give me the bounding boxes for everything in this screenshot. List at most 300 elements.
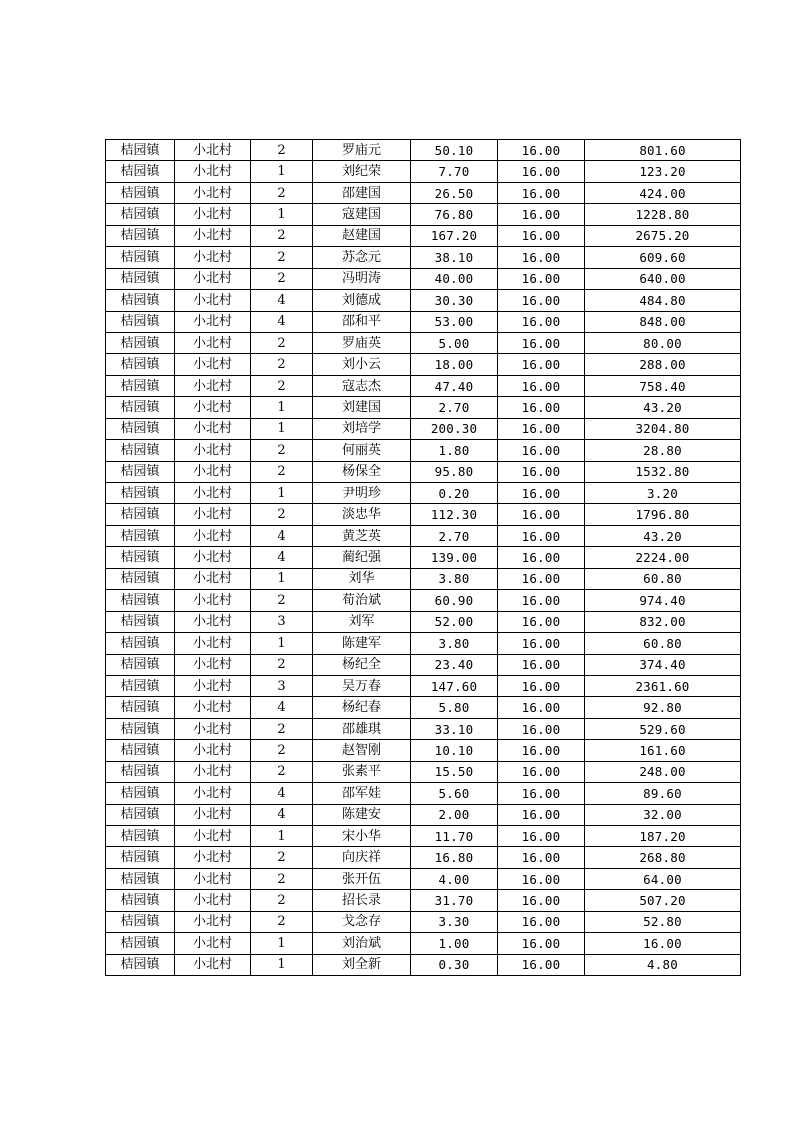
town-cell: 桔园镇 — [106, 804, 175, 825]
amount-cell: 2361.60 — [585, 675, 741, 696]
group-cell: 1 — [251, 826, 313, 847]
name-cell: 杨保全 — [313, 461, 411, 482]
table-row — [106, 568, 741, 589]
village-cell: 小北村 — [175, 225, 251, 246]
area-cell: 200.30 — [411, 418, 498, 439]
amount-cell: 3.20 — [585, 483, 741, 504]
amount-cell: 43.20 — [585, 525, 741, 546]
town-cell: 桔园镇 — [106, 611, 175, 632]
name-cell: 寇建国 — [313, 204, 411, 225]
town-cell: 桔园镇 — [106, 140, 175, 161]
village-cell: 小北村 — [175, 525, 251, 546]
area-cell: 112.30 — [411, 504, 498, 525]
village-cell: 小北村 — [175, 161, 251, 182]
name-cell: 赵智刚 — [313, 740, 411, 761]
village-cell: 小北村 — [175, 954, 251, 975]
table-row — [106, 247, 741, 268]
table-row — [106, 954, 741, 975]
town-cell: 桔园镇 — [106, 311, 175, 332]
amount-cell: 89.60 — [585, 783, 741, 804]
amount-cell: 374.40 — [585, 654, 741, 675]
group-cell: 4 — [251, 525, 313, 546]
area-cell: 50.10 — [411, 140, 498, 161]
rate-cell: 16.00 — [498, 375, 585, 396]
rate-cell: 16.00 — [498, 525, 585, 546]
rate-cell: 16.00 — [498, 461, 585, 482]
amount-cell: 609.60 — [585, 247, 741, 268]
table-row — [106, 182, 741, 203]
amount-cell: 3204.80 — [585, 418, 741, 439]
area-cell: 40.00 — [411, 268, 498, 289]
rate-cell: 16.00 — [498, 740, 585, 761]
group-cell: 2 — [251, 140, 313, 161]
rate-cell: 16.00 — [498, 826, 585, 847]
group-cell: 2 — [251, 225, 313, 246]
village-cell: 小北村 — [175, 332, 251, 353]
name-cell: 张开伍 — [313, 868, 411, 889]
town-cell: 桔园镇 — [106, 204, 175, 225]
village-cell: 小北村 — [175, 783, 251, 804]
area-cell: 30.30 — [411, 290, 498, 311]
table-row — [106, 311, 741, 332]
name-cell: 蔺纪强 — [313, 547, 411, 568]
area-cell: 10.10 — [411, 740, 498, 761]
group-cell: 2 — [251, 890, 313, 911]
rate-cell: 16.00 — [498, 440, 585, 461]
village-cell: 小北村 — [175, 847, 251, 868]
town-cell: 桔园镇 — [106, 633, 175, 654]
table-row — [106, 911, 741, 932]
table-row — [106, 375, 741, 396]
amount-cell: 32.00 — [585, 804, 741, 825]
town-cell: 桔园镇 — [106, 890, 175, 911]
area-cell: 167.20 — [411, 225, 498, 246]
table-row — [106, 440, 741, 461]
name-cell: 戈念存 — [313, 911, 411, 932]
village-cell: 小北村 — [175, 483, 251, 504]
group-cell: 4 — [251, 783, 313, 804]
name-cell: 刘小云 — [313, 354, 411, 375]
rate-cell: 16.00 — [498, 161, 585, 182]
rate-cell: 16.00 — [498, 911, 585, 932]
table-row — [106, 397, 741, 418]
group-cell: 3 — [251, 611, 313, 632]
village-cell: 小北村 — [175, 633, 251, 654]
rate-cell: 16.00 — [498, 954, 585, 975]
name-cell: 张素平 — [313, 761, 411, 782]
area-cell: 3.80 — [411, 568, 498, 589]
name-cell: 黄芝英 — [313, 525, 411, 546]
name-cell: 寇志杰 — [313, 375, 411, 396]
town-cell: 桔园镇 — [106, 547, 175, 568]
village-cell: 小北村 — [175, 247, 251, 268]
table-row — [106, 890, 741, 911]
amount-cell: 80.00 — [585, 332, 741, 353]
rate-cell: 16.00 — [498, 290, 585, 311]
rate-cell: 16.00 — [498, 633, 585, 654]
town-cell: 桔园镇 — [106, 697, 175, 718]
name-cell: 刘建国 — [313, 397, 411, 418]
town-cell: 桔园镇 — [106, 525, 175, 546]
town-cell: 桔园镇 — [106, 182, 175, 203]
table-row — [106, 740, 741, 761]
name-cell: 冯明涛 — [313, 268, 411, 289]
town-cell: 桔园镇 — [106, 375, 175, 396]
rate-cell: 16.00 — [498, 204, 585, 225]
group-cell: 1 — [251, 418, 313, 439]
name-cell: 刘军 — [313, 611, 411, 632]
amount-cell: 4.80 — [585, 954, 741, 975]
area-cell: 139.00 — [411, 547, 498, 568]
town-cell: 桔园镇 — [106, 590, 175, 611]
town-cell: 桔园镇 — [106, 568, 175, 589]
group-cell: 4 — [251, 697, 313, 718]
group-cell: 2 — [251, 911, 313, 932]
amount-cell: 92.80 — [585, 697, 741, 718]
group-cell: 2 — [251, 654, 313, 675]
rate-cell: 16.00 — [498, 268, 585, 289]
group-cell: 2 — [251, 375, 313, 396]
area-cell: 23.40 — [411, 654, 498, 675]
rate-cell: 16.00 — [498, 933, 585, 954]
amount-cell: 1228.80 — [585, 204, 741, 225]
name-cell: 邵和平 — [313, 311, 411, 332]
name-cell: 吴万春 — [313, 675, 411, 696]
name-cell: 淡忠华 — [313, 504, 411, 525]
group-cell: 1 — [251, 397, 313, 418]
town-cell: 桔园镇 — [106, 675, 175, 696]
name-cell: 何丽英 — [313, 440, 411, 461]
village-cell: 小北村 — [175, 697, 251, 718]
town-cell: 桔园镇 — [106, 718, 175, 739]
area-cell: 3.30 — [411, 911, 498, 932]
rate-cell: 16.00 — [498, 225, 585, 246]
amount-cell: 1796.80 — [585, 504, 741, 525]
table-row — [106, 611, 741, 632]
area-cell: 5.80 — [411, 697, 498, 718]
rate-cell: 16.00 — [498, 654, 585, 675]
amount-cell: 161.60 — [585, 740, 741, 761]
area-cell: 16.80 — [411, 847, 498, 868]
village-cell: 小北村 — [175, 890, 251, 911]
name-cell: 邵雄琪 — [313, 718, 411, 739]
town-cell: 桔园镇 — [106, 933, 175, 954]
area-cell: 4.00 — [411, 868, 498, 889]
village-cell: 小北村 — [175, 504, 251, 525]
area-cell: 5.60 — [411, 783, 498, 804]
name-cell: 刘纪荣 — [313, 161, 411, 182]
area-cell: 52.00 — [411, 611, 498, 632]
rate-cell: 16.00 — [498, 761, 585, 782]
rate-cell: 16.00 — [498, 140, 585, 161]
amount-cell: 60.80 — [585, 568, 741, 589]
name-cell: 尹明珍 — [313, 483, 411, 504]
group-cell: 2 — [251, 590, 313, 611]
village-cell: 小北村 — [175, 311, 251, 332]
table-row — [106, 675, 741, 696]
name-cell: 荀治斌 — [313, 590, 411, 611]
group-cell: 1 — [251, 954, 313, 975]
area-cell: 31.70 — [411, 890, 498, 911]
area-cell: 147.60 — [411, 675, 498, 696]
amount-cell: 268.80 — [585, 847, 741, 868]
rate-cell: 16.00 — [498, 547, 585, 568]
village-cell: 小北村 — [175, 826, 251, 847]
town-cell: 桔园镇 — [106, 397, 175, 418]
name-cell: 杨纪全 — [313, 654, 411, 675]
amount-cell: 2675.20 — [585, 225, 741, 246]
rate-cell: 16.00 — [498, 675, 585, 696]
amount-cell: 974.40 — [585, 590, 741, 611]
town-cell: 桔园镇 — [106, 161, 175, 182]
table-row — [106, 826, 741, 847]
rate-cell: 16.00 — [498, 483, 585, 504]
name-cell: 罗庙英 — [313, 332, 411, 353]
village-cell: 小北村 — [175, 204, 251, 225]
rate-cell: 16.00 — [498, 611, 585, 632]
village-cell: 小北村 — [175, 290, 251, 311]
village-cell: 小北村 — [175, 718, 251, 739]
name-cell: 陈建军 — [313, 633, 411, 654]
amount-cell: 64.00 — [585, 868, 741, 889]
name-cell: 邵建国 — [313, 182, 411, 203]
group-cell: 2 — [251, 761, 313, 782]
rate-cell: 16.00 — [498, 332, 585, 353]
name-cell: 招长录 — [313, 890, 411, 911]
table-body — [106, 140, 741, 976]
rate-cell: 16.00 — [498, 182, 585, 203]
name-cell: 苏念元 — [313, 247, 411, 268]
name-cell: 刘德成 — [313, 290, 411, 311]
group-cell: 2 — [251, 504, 313, 525]
area-cell: 2.70 — [411, 525, 498, 546]
name-cell: 刘全新 — [313, 954, 411, 975]
name-cell: 刘治斌 — [313, 933, 411, 954]
group-cell: 1 — [251, 483, 313, 504]
area-cell: 3.80 — [411, 633, 498, 654]
name-cell: 陈建安 — [313, 804, 411, 825]
area-cell: 76.80 — [411, 204, 498, 225]
amount-cell: 848.00 — [585, 311, 741, 332]
village-cell: 小北村 — [175, 461, 251, 482]
village-cell: 小北村 — [175, 675, 251, 696]
group-cell: 1 — [251, 161, 313, 182]
town-cell: 桔园镇 — [106, 911, 175, 932]
town-cell: 桔园镇 — [106, 418, 175, 439]
area-cell: 60.90 — [411, 590, 498, 611]
group-cell: 1 — [251, 933, 313, 954]
town-cell: 桔园镇 — [106, 740, 175, 761]
town-cell: 桔园镇 — [106, 954, 175, 975]
name-cell: 赵建国 — [313, 225, 411, 246]
village-cell: 小北村 — [175, 933, 251, 954]
village-cell: 小北村 — [175, 140, 251, 161]
rate-cell: 16.00 — [498, 247, 585, 268]
group-cell: 1 — [251, 633, 313, 654]
group-cell: 2 — [251, 332, 313, 353]
town-cell: 桔园镇 — [106, 268, 175, 289]
name-cell: 罗庙元 — [313, 140, 411, 161]
amount-cell: 123.20 — [585, 161, 741, 182]
amount-cell: 424.00 — [585, 182, 741, 203]
name-cell: 杨纪春 — [313, 697, 411, 718]
name-cell: 刘培学 — [313, 418, 411, 439]
group-cell: 2 — [251, 182, 313, 203]
town-cell: 桔园镇 — [106, 826, 175, 847]
town-cell: 桔园镇 — [106, 868, 175, 889]
rate-cell: 16.00 — [498, 890, 585, 911]
town-cell: 桔园镇 — [106, 354, 175, 375]
area-cell: 2.00 — [411, 804, 498, 825]
amount-cell: 484.80 — [585, 290, 741, 311]
table-row — [106, 140, 741, 161]
village-cell: 小北村 — [175, 611, 251, 632]
group-cell: 4 — [251, 547, 313, 568]
amount-cell: 1532.80 — [585, 461, 741, 482]
village-cell: 小北村 — [175, 547, 251, 568]
area-cell: 47.40 — [411, 375, 498, 396]
table-row — [106, 590, 741, 611]
amount-cell: 187.20 — [585, 826, 741, 847]
rate-cell: 16.00 — [498, 397, 585, 418]
village-cell: 小北村 — [175, 440, 251, 461]
village-cell: 小北村 — [175, 654, 251, 675]
group-cell: 2 — [251, 247, 313, 268]
group-cell: 1 — [251, 204, 313, 225]
group-cell: 2 — [251, 354, 313, 375]
name-cell: 刘华 — [313, 568, 411, 589]
area-cell: 11.70 — [411, 826, 498, 847]
group-cell: 3 — [251, 675, 313, 696]
table-row — [106, 504, 741, 525]
table-row — [106, 547, 741, 568]
group-cell: 4 — [251, 804, 313, 825]
rate-cell: 16.00 — [498, 568, 585, 589]
table-row — [106, 697, 741, 718]
name-cell: 邵军娃 — [313, 783, 411, 804]
town-cell: 桔园镇 — [106, 332, 175, 353]
table-row — [106, 204, 741, 225]
area-cell: 26.50 — [411, 182, 498, 203]
table-row — [106, 290, 741, 311]
rate-cell: 16.00 — [498, 847, 585, 868]
rate-cell: 16.00 — [498, 311, 585, 332]
rate-cell: 16.00 — [498, 783, 585, 804]
village-cell: 小北村 — [175, 268, 251, 289]
town-cell: 桔园镇 — [106, 290, 175, 311]
area-cell: 2.70 — [411, 397, 498, 418]
amount-cell: 43.20 — [585, 397, 741, 418]
rate-cell: 16.00 — [498, 868, 585, 889]
amount-cell: 288.00 — [585, 354, 741, 375]
rate-cell: 16.00 — [498, 418, 585, 439]
group-cell: 2 — [251, 268, 313, 289]
rate-cell: 16.00 — [498, 504, 585, 525]
area-cell: 0.30 — [411, 954, 498, 975]
group-cell: 2 — [251, 740, 313, 761]
village-cell: 小北村 — [175, 804, 251, 825]
table-row — [106, 483, 741, 504]
group-cell: 4 — [251, 290, 313, 311]
group-cell: 2 — [251, 868, 313, 889]
document-sheet — [105, 139, 741, 976]
area-cell: 95.80 — [411, 461, 498, 482]
village-cell: 小北村 — [175, 868, 251, 889]
table-row — [106, 933, 741, 954]
amount-cell: 2224.00 — [585, 547, 741, 568]
table-row — [106, 654, 741, 675]
area-cell: 5.00 — [411, 332, 498, 353]
group-cell: 4 — [251, 311, 313, 332]
area-cell: 1.80 — [411, 440, 498, 461]
area-cell: 7.70 — [411, 161, 498, 182]
table-row — [106, 461, 741, 482]
data-table — [105, 139, 741, 976]
name-cell: 宋小华 — [313, 826, 411, 847]
town-cell: 桔园镇 — [106, 761, 175, 782]
village-cell: 小北村 — [175, 911, 251, 932]
table-row — [106, 525, 741, 546]
table-row — [106, 847, 741, 868]
table-row — [106, 804, 741, 825]
amount-cell: 28.80 — [585, 440, 741, 461]
village-cell: 小北村 — [175, 568, 251, 589]
area-cell: 15.50 — [411, 761, 498, 782]
table-row — [106, 761, 741, 782]
town-cell: 桔园镇 — [106, 225, 175, 246]
amount-cell: 16.00 — [585, 933, 741, 954]
amount-cell: 248.00 — [585, 761, 741, 782]
rate-cell: 16.00 — [498, 718, 585, 739]
amount-cell: 60.80 — [585, 633, 741, 654]
amount-cell: 52.80 — [585, 911, 741, 932]
area-cell: 18.00 — [411, 354, 498, 375]
amount-cell: 801.60 — [585, 140, 741, 161]
rate-cell: 16.00 — [498, 697, 585, 718]
town-cell: 桔园镇 — [106, 783, 175, 804]
area-cell: 33.10 — [411, 718, 498, 739]
amount-cell: 529.60 — [585, 718, 741, 739]
group-cell: 2 — [251, 440, 313, 461]
town-cell: 桔园镇 — [106, 504, 175, 525]
table-row — [106, 268, 741, 289]
town-cell: 桔园镇 — [106, 654, 175, 675]
village-cell: 小北村 — [175, 418, 251, 439]
village-cell: 小北村 — [175, 397, 251, 418]
area-cell: 0.20 — [411, 483, 498, 504]
area-cell: 1.00 — [411, 933, 498, 954]
name-cell: 向庆祥 — [313, 847, 411, 868]
group-cell: 2 — [251, 847, 313, 868]
rate-cell: 16.00 — [498, 804, 585, 825]
village-cell: 小北村 — [175, 354, 251, 375]
town-cell: 桔园镇 — [106, 483, 175, 504]
group-cell: 1 — [251, 568, 313, 589]
area-cell: 53.00 — [411, 311, 498, 332]
table-row — [106, 225, 741, 246]
table-row — [106, 161, 741, 182]
rate-cell: 16.00 — [498, 590, 585, 611]
town-cell: 桔园镇 — [106, 461, 175, 482]
table-row — [106, 332, 741, 353]
table-row — [106, 718, 741, 739]
village-cell: 小北村 — [175, 590, 251, 611]
table-row — [106, 354, 741, 375]
rate-cell: 16.00 — [498, 354, 585, 375]
amount-cell: 507.20 — [585, 890, 741, 911]
table-row — [106, 633, 741, 654]
village-cell: 小北村 — [175, 182, 251, 203]
